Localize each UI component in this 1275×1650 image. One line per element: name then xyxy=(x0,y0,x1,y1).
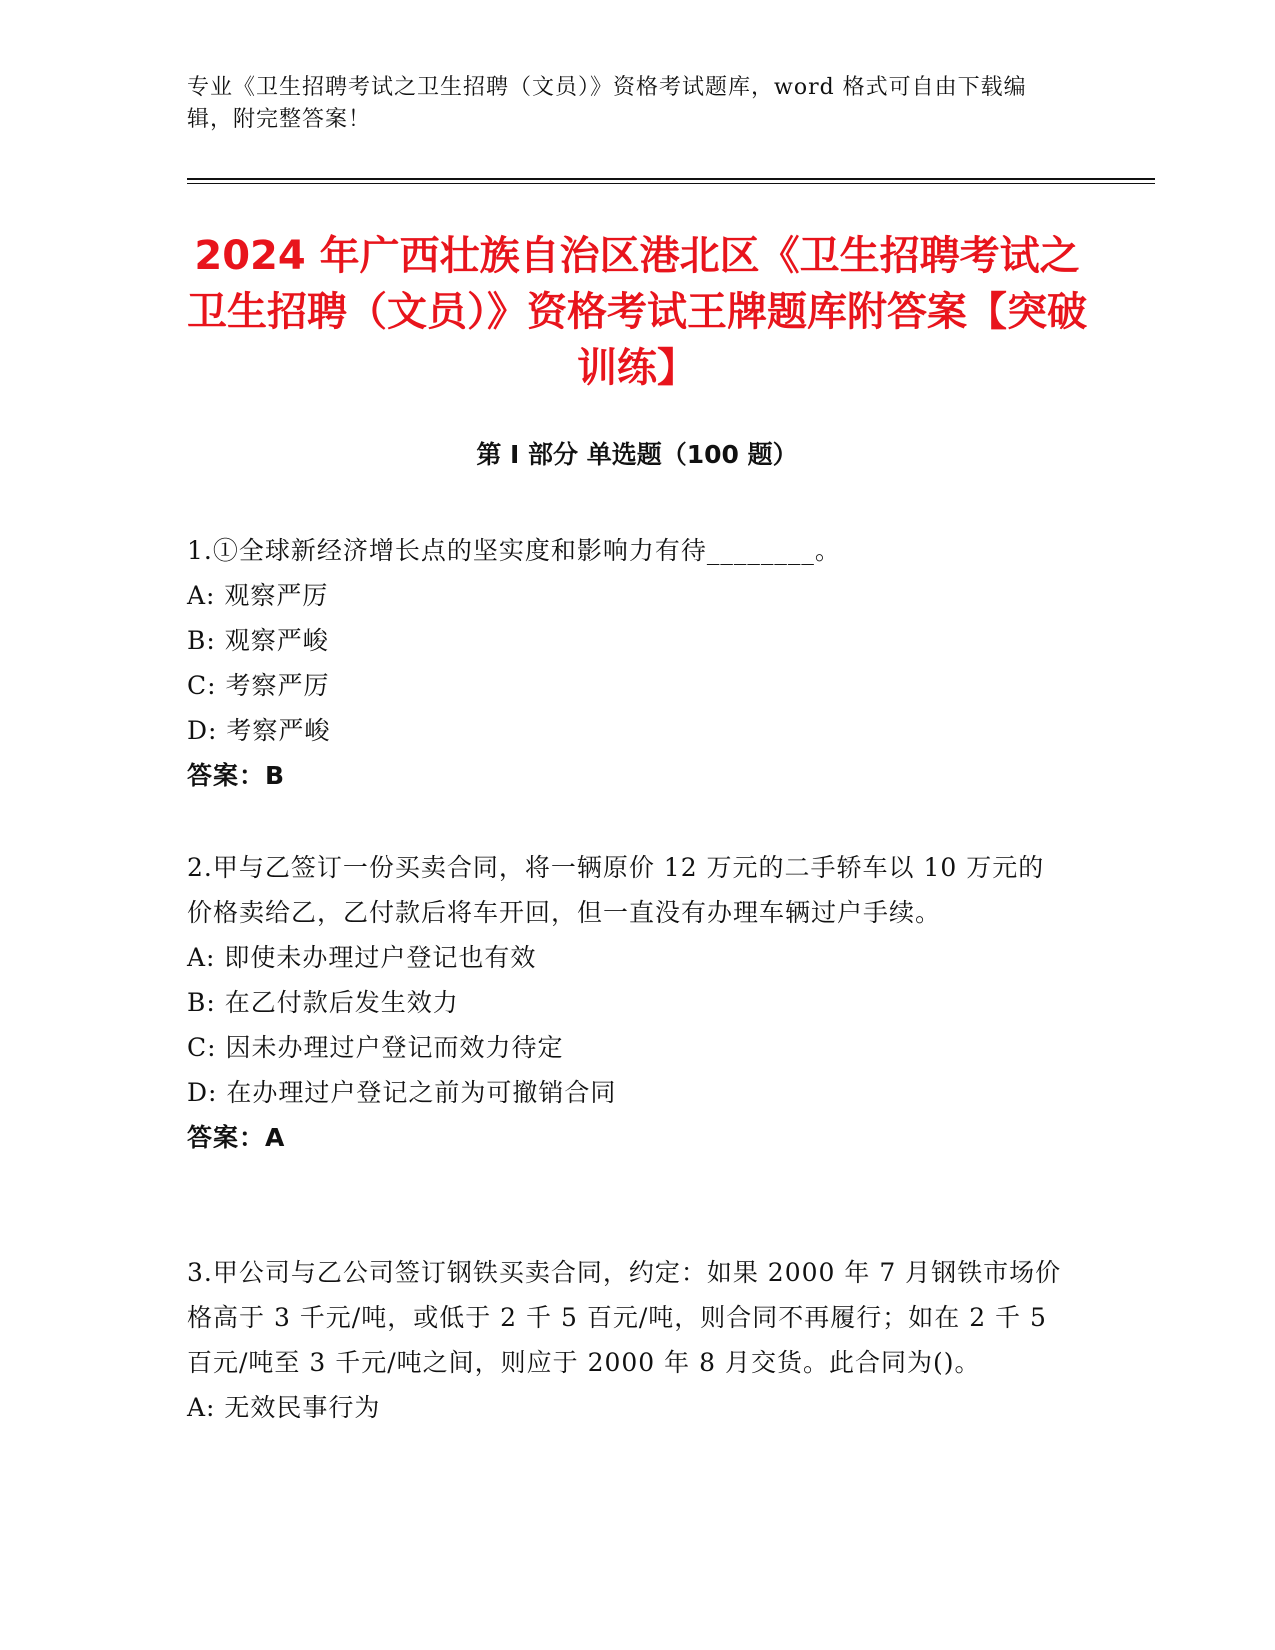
question-stem: 2.甲与乙签订一份买卖合同，将一辆原价 12 万元的二手轿车以 10 万元的价格卖给乙，乙付款后将车开回，但一直没有办理车辆过户手续。 xyxy=(187,853,1045,927)
section-title: 第 I 部分 单选题（100 题） xyxy=(476,440,798,469)
option-a: A: 无效民事行为 xyxy=(187,1393,381,1422)
question-2 xyxy=(187,845,1067,1160)
question-1 xyxy=(187,528,1067,798)
header-divider-thin xyxy=(187,183,1155,184)
header-note: 专业《卫生招聘考试之卫生招聘（文员）》资格考试题库，word 格式可自由下载编辑，附完整答案！ xyxy=(187,75,1027,132)
answer-label: 答案：A xyxy=(187,1123,286,1152)
option-c: C: 考察严厉 xyxy=(187,671,330,700)
option-c: C: 因未办理过户登记而效力待定 xyxy=(187,1033,564,1062)
question-3 xyxy=(187,1250,1067,1430)
answer-label: 答案：B xyxy=(187,761,286,790)
document-title: 2024 年广西壮族自治区港北区《卫生招聘考试之卫生招聘（文员）》资格考试王牌题库附答案【突破训练】 xyxy=(187,233,1087,391)
option-b: B: 在乙付款后发生效力 xyxy=(187,988,459,1017)
question-stem: 3.甲公司与乙公司签订钢铁买卖合同，约定：如果 2000 年 7 月钢铁市场价格高于 3 千元/吨，或低于 2 千 5 百元/吨，则合同不再履行；如在 2 千 5 百元/吨至 3 千元/吨之间，则应于 2000 年 8 月交货。此合同为()。 xyxy=(187,1258,1062,1377)
question-stem: 1.①全球新经济增长点的坚实度和影响力有待________。 xyxy=(187,536,841,565)
header-divider-thick xyxy=(187,178,1155,180)
option-d: D: 考察严峻 xyxy=(187,716,331,745)
option-a: A: 观察严厉 xyxy=(187,581,329,610)
option-b: B: 观察严峻 xyxy=(187,626,329,655)
option-d: D: 在办理过户登记之前为可撤销合同 xyxy=(187,1078,617,1107)
option-a: A: 即使未办理过户登记也有效 xyxy=(187,943,537,972)
